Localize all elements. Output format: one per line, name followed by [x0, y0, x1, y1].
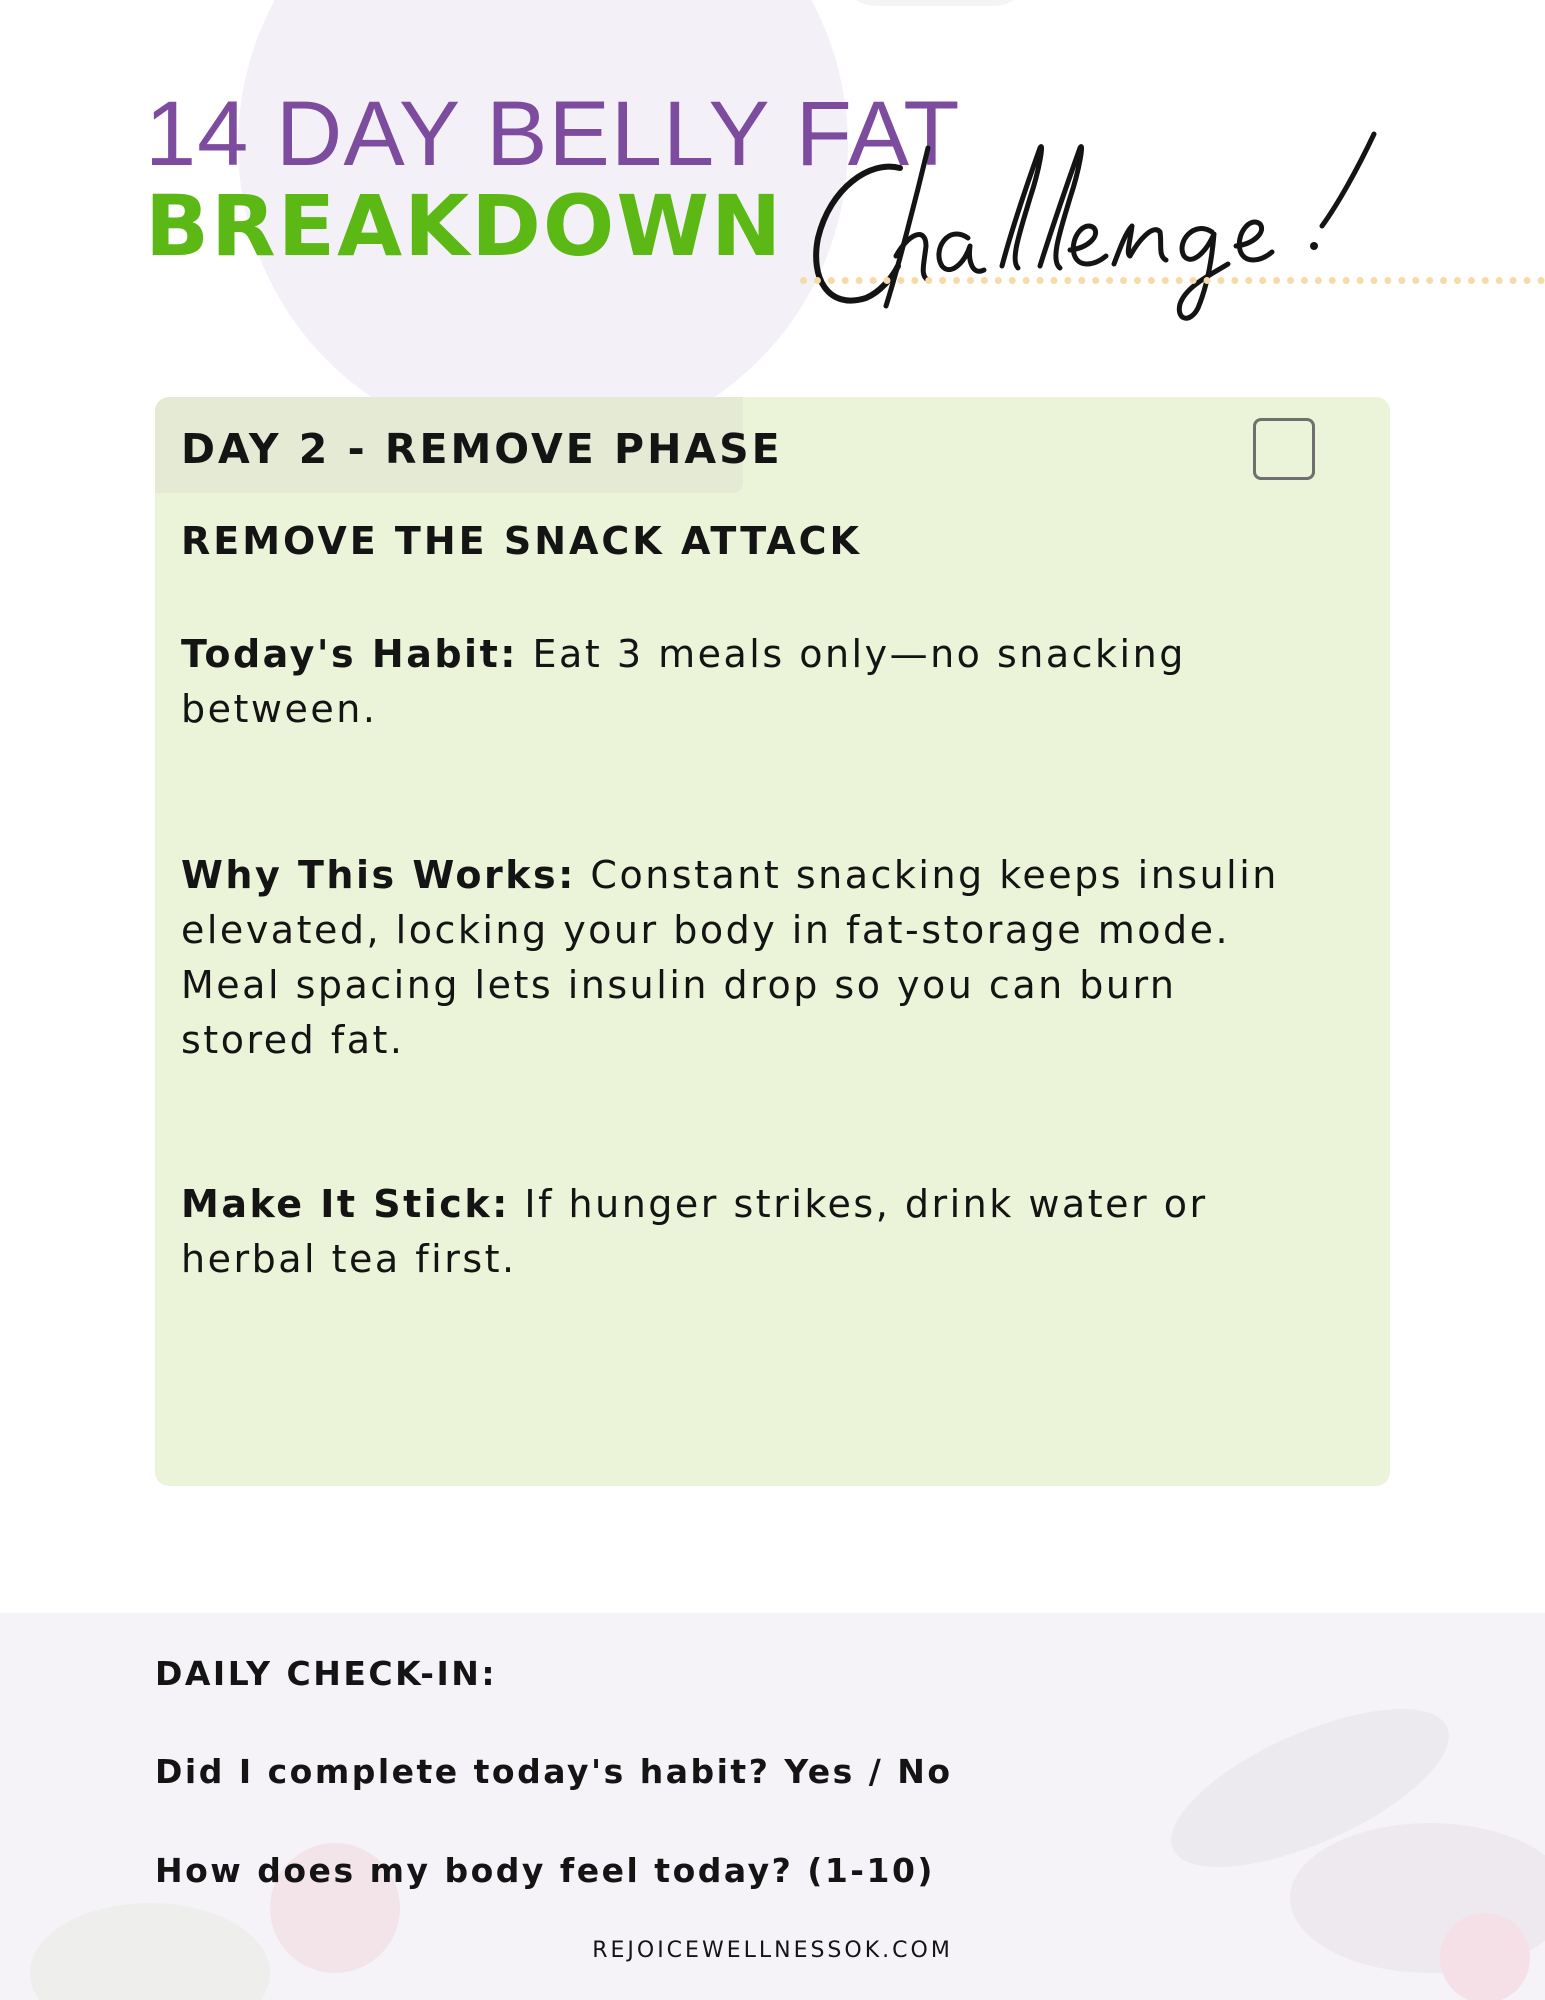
challenge-script-lettering [808, 128, 1388, 328]
stick-text: If hunger strikes, drink water or herbal tea first. [181, 1182, 1208, 1281]
checkin-question-feel: How does my body feel today? (1-10) [155, 1851, 936, 1890]
checkin-title: DAILY CHECK-IN: [155, 1654, 498, 1693]
background-arc-decoration [840, 0, 1030, 6]
title-line-2: BREAKDOWN [145, 177, 784, 275]
checkin-question-habit: Did I complete today's habit? Yes / No [155, 1752, 953, 1791]
dotted-divider [800, 277, 1545, 284]
habit-text: Eat 3 meals only—no snacking between. [181, 632, 1186, 731]
habit-paragraph [181, 627, 1301, 737]
habit-label: Today's Habit: [181, 632, 518, 676]
day-subheading: REMOVE THE SNACK ATTACK [181, 519, 862, 563]
title-line-1: 14 DAY BELLY FAT [145, 83, 961, 185]
stick-paragraph [181, 1177, 1301, 1287]
stick-label: Make It Stick: [181, 1182, 510, 1226]
website-url: REJOICEWELLNESSOK.COM [592, 1938, 953, 1963]
day-heading: DAY 2 - REMOVE PHASE [181, 425, 783, 473]
day-complete-checkbox[interactable] [1253, 418, 1315, 480]
why-text: Constant snacking keeps insulin elevated, locking your body in fat-storage mode. Meal spacing lets insulin drop so you can burn stored fat. [181, 853, 1279, 1062]
why-label: Why This Works: [181, 853, 576, 897]
why-paragraph [181, 848, 1301, 1068]
